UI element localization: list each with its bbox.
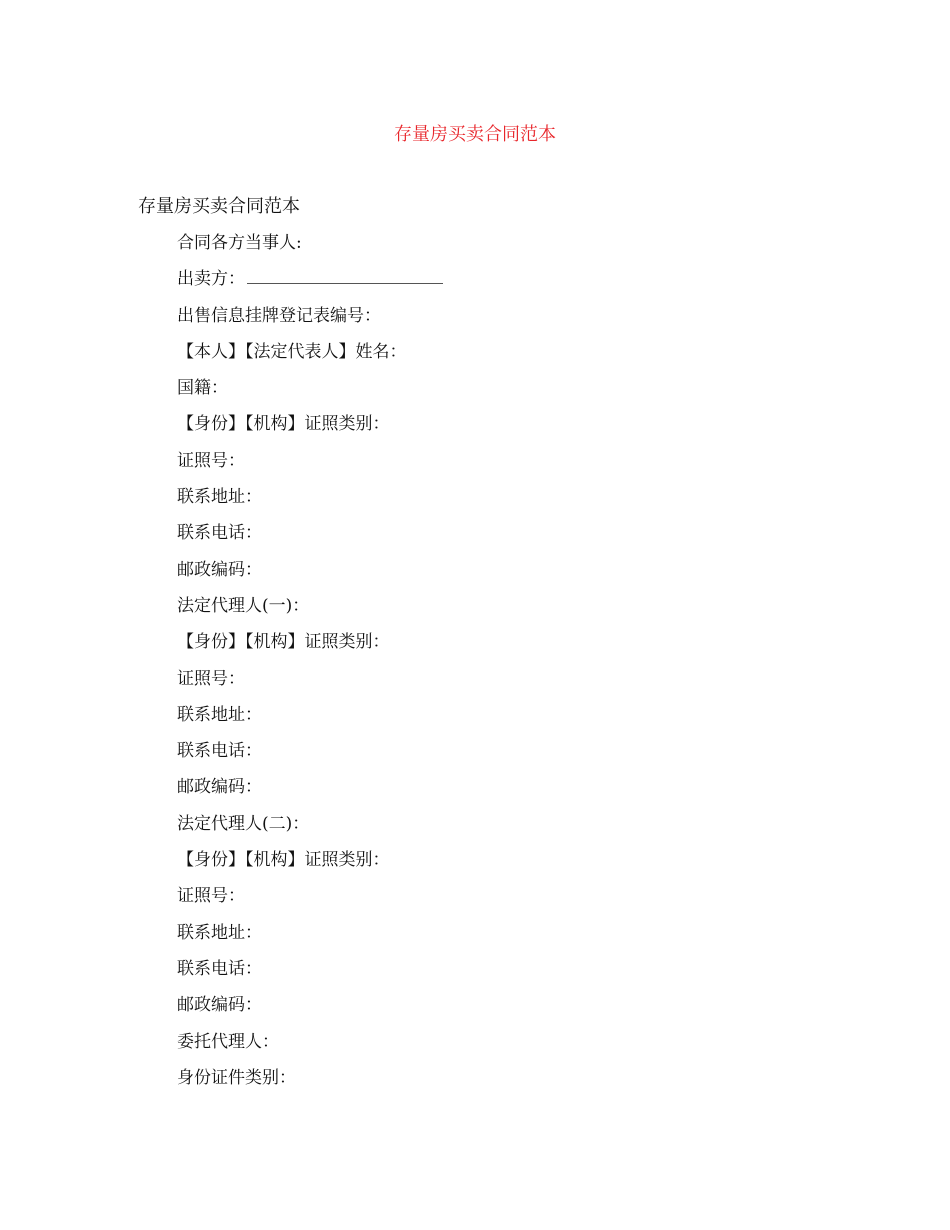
field-postcode: 邮政编码： [177, 559, 262, 580]
contract-field-list [177, 230, 443, 1101]
field-agent2-id-number: 证照号： [177, 886, 245, 907]
field-seller: 出卖方： [177, 266, 443, 302]
document-title: 存量房买卖合同范本 [394, 124, 556, 145]
field-nationality: 国籍： [177, 378, 228, 399]
field-id-document-type: 身份证件类别： [177, 1067, 296, 1088]
field-parties: 合同各方当事人: [177, 233, 302, 253]
field-agent2-id-type: 【身份】【机构】证照类别： [177, 850, 390, 871]
field-agent2-phone: 联系电话： [177, 958, 262, 979]
field-name: 【本人】【法定代表人】姓名： [177, 341, 407, 362]
field-id-type: 【身份】【机构】证照类别： [177, 414, 390, 435]
field-id-number: 证照号： [177, 450, 245, 471]
field-agent1-phone: 联系电话： [177, 741, 262, 762]
field-agent1-address: 联系地址： [177, 704, 262, 725]
field-agent1-postcode: 邮政编码： [177, 777, 262, 798]
field-listing-number: 出售信息挂牌登记表编号： [177, 305, 381, 326]
field-agent2-address: 联系地址： [177, 922, 262, 943]
field-legal-agent-1: 法定代理人(一)： [177, 595, 310, 616]
field-agent1-id-type: 【身份】【机构】证照类别： [177, 632, 390, 653]
field-phone: 联系电话： [177, 523, 262, 544]
field-legal-agent-2: 法定代理人(二)： [177, 813, 310, 834]
document-subtitle: 存量房买卖合同范本 [138, 196, 300, 217]
seller-blank-line [247, 269, 443, 284]
field-agent1-id-number: 证照号： [177, 668, 245, 689]
field-address: 联系地址： [177, 487, 262, 508]
field-agent2-postcode: 邮政编码： [177, 995, 262, 1016]
field-entrusted-agent: 委托代理人： [177, 1031, 279, 1052]
